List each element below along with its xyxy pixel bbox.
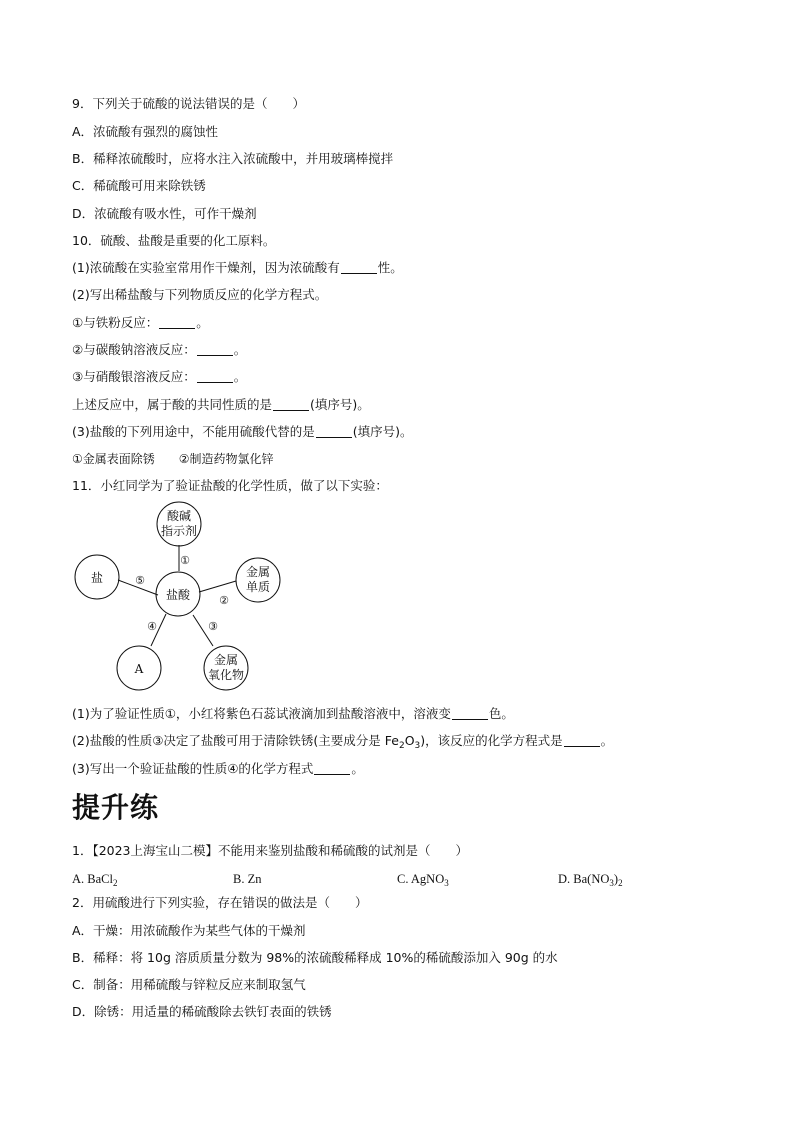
property-number-5: ⑤: [135, 574, 145, 587]
section-title: 提升练: [72, 791, 160, 824]
q10-part1-suffix: 性。: [377, 260, 403, 275]
option-text: A. BaCl: [72, 872, 113, 886]
u2-option-a: A．干燥：用浓硫酸作为某些气体的干燥剂: [72, 923, 306, 938]
substance-a-label: A: [134, 662, 144, 676]
end-mark: 。: [233, 342, 247, 357]
u1-option-c: [397, 871, 449, 887]
subscript: 2: [112, 878, 118, 888]
option-text: D. Ba(NO: [558, 872, 610, 886]
q10-reaction-3: [72, 369, 246, 385]
u2-option-b: B．稀释：将 10g 溶质质量分数为 98%的浓硫酸稀释成 10%的稀硫酸添加入 90g 的水: [72, 950, 558, 965]
answer-blank: [197, 343, 233, 356]
property-number-2: ②: [219, 594, 229, 607]
u1-option-a: [72, 871, 117, 887]
u2-stem: 2．用硫酸进行下列实验，存在错误的做法是（ ）: [72, 895, 368, 910]
q10-uses: ①金属表面除锈 ②制造药物氯化锌: [72, 452, 274, 466]
q11-part3-text: (3)写出一个验证盐酸的性质④的化学方程式: [72, 761, 314, 776]
link-line-2: [199, 581, 236, 592]
answer-blank: [564, 734, 600, 747]
q11-part2-text: (2)盐酸的性质③决定了盐酸可用于清除铁锈(主要成分是 Fe: [72, 733, 399, 748]
answer-blank: [314, 762, 350, 775]
q9-option-b: B．稀释浓硫酸时，应将水注入浓硫酸中，并用玻璃棒搅拌: [72, 151, 394, 166]
property-number-4: ④: [147, 620, 157, 633]
u2-option-c: C．制备：用稀硫酸与锌粒反应来制取氢气: [72, 977, 306, 992]
q9-stem: 9．下列关于硫酸的说法错误的是（ ）: [72, 96, 305, 111]
property-number-1: ①: [180, 554, 190, 567]
end-mark: 。: [233, 369, 247, 384]
q9-option-c: C．稀硫酸可用来除铁锈: [72, 178, 206, 193]
answer-blank: [341, 261, 377, 274]
q10-reaction-2-text: ②与碳酸钠溶液反应：: [72, 342, 196, 357]
q11-stem: 11．小红同学为了验证盐酸的化学性质，做了以下实验：: [72, 478, 388, 493]
q9-option-d: D．浓硫酸有吸水性，可作干燥剂: [72, 206, 257, 221]
q10-reaction-1: [72, 315, 209, 331]
q10-common-text: 上述反应中，属于酸的共同性质的是: [72, 397, 273, 412]
indicator-label-2: 指示剂: [160, 524, 198, 538]
answer-blank: [452, 707, 488, 720]
formula-part: ): [613, 872, 619, 886]
metal-oxide-label-2: 氧化物: [207, 668, 245, 682]
subscript: 2: [398, 741, 405, 751]
q10-part1-text: (1)浓硫酸在实验室常用作干燥剂，因为浓硫酸有: [72, 260, 340, 275]
q11-part2: [72, 733, 613, 749]
salt-label: 盐: [90, 571, 104, 585]
q10-part3-suffix: (填序号)。: [352, 424, 413, 439]
q10-part3: [72, 424, 412, 440]
q10-stem: 10．硫酸、盐酸是重要的化工原料。: [72, 233, 276, 248]
q11-part2-suffix: )，该反应的化学方程式是: [420, 733, 563, 748]
subscript: 2: [618, 878, 623, 888]
end-mark: 。: [196, 315, 209, 330]
hydrochloric-acid-properties-diagram: [66, 496, 296, 701]
metal-label-2: 单质: [245, 580, 271, 594]
q11-part1: [72, 706, 514, 722]
q10-reaction-2: [72, 342, 246, 358]
metal-oxide-label-1: 金属: [213, 653, 239, 667]
q10-common-suffix: (填序号)。: [310, 397, 370, 412]
acid-label: 盐酸: [165, 588, 191, 602]
metal-label-1: 金属: [245, 565, 271, 579]
answer-blank: [197, 370, 233, 383]
q10-reaction-1-text: ①与铁粉反应：: [72, 315, 159, 330]
indicator-label-1: 酸碱: [166, 509, 192, 523]
q11-part1-suffix: 色。: [488, 706, 514, 721]
option-text: C. AgNO: [397, 872, 445, 886]
formula-part: O: [404, 733, 415, 748]
u1-stem: 1．【2023上海宝山二模】不能用来鉴别盐酸和稀硫酸的试剂是（ ）: [72, 843, 469, 858]
u1-option-b: B. Zn: [233, 872, 262, 886]
q10-part1: [72, 260, 403, 276]
subscript: 3: [414, 741, 421, 751]
q10-common-property: [72, 397, 370, 413]
q9-option-a: A．浓硫酸有强烈的腐蚀性: [72, 124, 219, 139]
end-mark: 。: [351, 761, 364, 776]
end-mark: 。: [600, 733, 614, 748]
answer-blank: [159, 316, 195, 329]
u1-option-d: [558, 871, 623, 887]
answer-blank: [316, 425, 352, 438]
u2-option-d: D．除锈：用适量的稀硫酸除去铁钉表面的铁锈: [72, 1004, 332, 1019]
q11-part1-text: (1)为了验证性质①，小红将紫色石蕊试液滴加到盐酸溶液中，溶液变: [72, 706, 451, 721]
subscript: 3: [444, 878, 449, 888]
answer-blank: [273, 398, 309, 411]
q10-reaction-3-text: ③与硝酸银溶液反应：: [72, 369, 196, 384]
q10-part3-text: (3)盐酸的下列用途中，不能用硫酸代替的是: [72, 424, 315, 439]
q11-part3: [72, 761, 364, 777]
q10-part2: (2)写出稀盐酸与下列物质反应的化学方程式。: [72, 287, 328, 302]
property-number-3: ③: [208, 620, 218, 633]
subscript: 3: [609, 878, 614, 888]
